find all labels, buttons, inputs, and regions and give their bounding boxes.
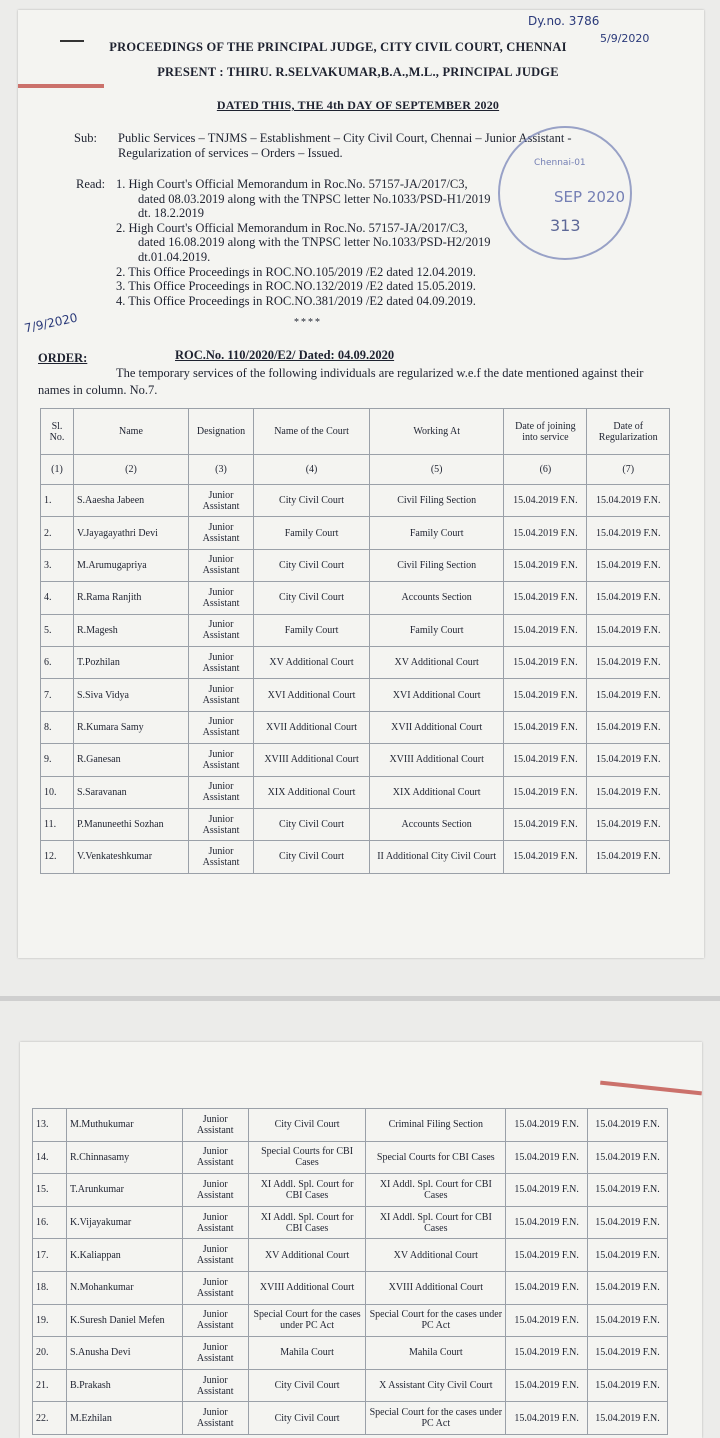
cell-designation: Junior Assistant <box>188 485 253 517</box>
cell-working-at: XVIII Additional Court <box>366 1271 506 1304</box>
cell-regularization-date: 15.04.2019 F.N. <box>587 711 670 743</box>
cell-designation: Junior Assistant <box>182 1271 248 1304</box>
cell-designation: Junior Assistant <box>182 1239 248 1272</box>
table-row <box>41 711 670 743</box>
cell-joining-date: 15.04.2019 F.N. <box>506 1271 588 1304</box>
column-number: (2) <box>73 455 188 485</box>
table-row <box>33 1271 668 1304</box>
cell-regularization-date: 15.04.2019 F.N. <box>588 1304 668 1337</box>
header-present: PRESENT : THIRU. R.SELVAKUMAR,B.A.,M.L., PRINCIPAL JUDGE <box>157 65 559 79</box>
margin-note: 7/9/2020 <box>23 310 79 336</box>
table-body-page-2 <box>33 1109 668 1435</box>
cell-name: M.Muthukumar <box>66 1109 182 1142</box>
cell-joining-date: 15.04.2019 F.N. <box>504 679 587 711</box>
cell-court: XVIII Additional Court <box>248 1271 366 1304</box>
cell-court: XV Additional Court <box>248 1239 366 1272</box>
cell-sl-no: 21. <box>33 1369 67 1402</box>
cell-court: Family Court <box>254 614 370 646</box>
cell-regularization-date: 15.04.2019 F.N. <box>587 808 670 840</box>
order-label: ORDER: <box>38 351 88 365</box>
cell-joining-date: 15.04.2019 F.N. <box>504 841 587 873</box>
cell-designation: Junior Assistant <box>182 1109 248 1142</box>
cell-designation: Junior Assistant <box>182 1304 248 1337</box>
header-dated: DATED THIS, THE 4th DAY OF SEPTEMBER 2020 <box>216 98 500 112</box>
table-row <box>33 1174 668 1207</box>
cell-court: XVIII Additional Court <box>254 744 370 776</box>
column-number-row <box>41 455 670 485</box>
cell-working-at: Civil Filing Section <box>370 485 504 517</box>
cell-sl-no: 13. <box>33 1109 67 1142</box>
cell-name: R.Ganesan <box>73 744 188 776</box>
cell-name: K.Vijayakumar <box>66 1206 182 1239</box>
cell-designation: Junior Assistant <box>182 1337 248 1370</box>
cell-designation: Junior Assistant <box>182 1174 248 1207</box>
cell-designation: Junior Assistant <box>188 808 253 840</box>
cell-sl-no: 1. <box>41 485 74 517</box>
column-header: Name of the Court <box>254 409 370 455</box>
cell-working-at: II Additional City Civil Court <box>370 841 504 873</box>
cell-court: City Civil Court <box>248 1109 366 1142</box>
cell-joining-date: 15.04.2019 F.N. <box>504 646 587 678</box>
cell-name: R.Chinnasamy <box>66 1141 182 1174</box>
table-row <box>33 1304 668 1337</box>
cell-joining-date: 15.04.2019 F.N. <box>504 744 587 776</box>
cell-regularization-date: 15.04.2019 F.N. <box>587 549 670 581</box>
table-row <box>33 1337 668 1370</box>
cell-court: Mahila Court <box>248 1337 366 1370</box>
cell-working-at: Family Court <box>370 614 504 646</box>
cell-joining-date: 15.04.2019 F.N. <box>506 1109 588 1142</box>
handwritten-diary-number: Dy.no. 3786 <box>528 14 600 28</box>
cell-working-at: Criminal Filing Section <box>366 1109 506 1142</box>
cell-name: S.Anusha Devi <box>66 1337 182 1370</box>
cell-working-at: Special Court for the cases under PC Act <box>366 1304 506 1337</box>
cell-court: City Civil Court <box>254 808 370 840</box>
cell-name: V.Venkateshkumar <box>73 841 188 873</box>
cell-sl-no: 9. <box>41 744 74 776</box>
cell-designation: Junior Assistant <box>188 614 253 646</box>
cell-working-at: Accounts Section <box>370 582 504 614</box>
table-row <box>41 549 670 581</box>
table-row <box>41 744 670 776</box>
cell-name: M.Arumugapriya <box>73 549 188 581</box>
table-row <box>33 1206 668 1239</box>
cell-designation: Junior Assistant <box>188 776 253 808</box>
cell-court: Family Court <box>254 517 370 549</box>
cell-court: Special Court for the cases under PC Act <box>248 1304 366 1337</box>
cell-designation: Junior Assistant <box>188 679 253 711</box>
cell-sl-no: 12. <box>41 841 74 873</box>
read-item: 1. High Court's Official Memorandum in Roc.No. 57157-JA/2017/C3, <box>116 177 468 191</box>
column-number: (6) <box>504 455 587 485</box>
subject-label: Sub: <box>74 131 97 145</box>
cell-sl-no: 18. <box>33 1271 67 1304</box>
cell-designation: Junior Assistant <box>188 646 253 678</box>
subject-text: Public Services – TNJMS – Establishment – City Civil Court, Chennai – Junior Assistant - Regularization of services – Orders – Issued. <box>118 131 572 160</box>
regularization-table-page-2 <box>32 1108 668 1435</box>
read-item: 2. This Office Proceedings in ROC.NO.105/2019 /E2 dated 12.04.2019. <box>116 264 476 279</box>
cell-name: T.Pozhilan <box>73 646 188 678</box>
column-header: Name <box>73 409 188 455</box>
cell-sl-no: 20. <box>33 1337 67 1370</box>
table-row <box>33 1402 668 1435</box>
table-row <box>33 1141 668 1174</box>
read-item: 3. This Office Proceedings in ROC.NO.132/2019 /E2 dated 15.05.2019. <box>116 279 476 294</box>
read-item: dt. 18.2.2019 <box>138 206 204 221</box>
cell-court: XVI Additional Court <box>254 679 370 711</box>
column-number: (5) <box>370 455 504 485</box>
cell-sl-no: 7. <box>41 679 74 711</box>
cell-working-at: Special Courts for CBI Cases <box>366 1141 506 1174</box>
cell-designation: Junior Assistant <box>182 1141 248 1174</box>
cell-court: XVII Additional Court <box>254 711 370 743</box>
cell-name: R.Rama Ranjith <box>73 582 188 614</box>
cell-joining-date: 15.04.2019 F.N. <box>506 1402 588 1435</box>
cell-name: S.Aaesha Jabeen <box>73 485 188 517</box>
cell-sl-no: 4. <box>41 582 74 614</box>
cell-court: XV Additional Court <box>254 646 370 678</box>
cell-joining-date: 15.04.2019 F.N. <box>504 711 587 743</box>
cell-joining-date: 15.04.2019 F.N. <box>504 808 587 840</box>
cell-regularization-date: 15.04.2019 F.N. <box>588 1174 668 1207</box>
cell-regularization-date: 15.04.2019 F.N. <box>588 1337 668 1370</box>
cell-court: Special Courts for CBI Cases <box>248 1141 366 1174</box>
cell-designation: Junior Assistant <box>188 841 253 873</box>
cell-regularization-date: 15.04.2019 F.N. <box>588 1109 668 1142</box>
cell-working-at: XVII Additional Court <box>370 711 504 743</box>
cell-sl-no: 6. <box>41 646 74 678</box>
cell-sl-no: 2. <box>41 517 74 549</box>
cell-sl-no: 5. <box>41 614 74 646</box>
column-header: Designation <box>188 409 253 455</box>
cell-designation: Junior Assistant <box>182 1206 248 1239</box>
cell-sl-no: 14. <box>33 1141 67 1174</box>
column-number: (4) <box>254 455 370 485</box>
cell-regularization-date: 15.04.2019 F.N. <box>588 1402 668 1435</box>
cell-regularization-date: 15.04.2019 F.N. <box>587 646 670 678</box>
cell-joining-date: 15.04.2019 F.N. <box>504 549 587 581</box>
cell-working-at: XVIII Additional Court <box>370 744 504 776</box>
cell-joining-date: 15.04.2019 F.N. <box>504 614 587 646</box>
cell-designation: Junior Assistant <box>188 582 253 614</box>
cell-working-at: XVI Additional Court <box>370 679 504 711</box>
stamp-date: SEP 2020 <box>554 188 625 206</box>
cell-joining-date: 15.04.2019 F.N. <box>506 1206 588 1239</box>
cell-working-at: XV Additional Court <box>370 646 504 678</box>
column-header: Date of Regularization <box>587 409 670 455</box>
document-page-1 <box>18 10 704 958</box>
table-row <box>41 646 670 678</box>
handwritten-date: 5/9/2020 <box>600 32 650 45</box>
page-divider <box>0 996 720 1001</box>
table-body-page-1 <box>41 485 670 874</box>
cell-sl-no: 3. <box>41 549 74 581</box>
table-row <box>41 614 670 646</box>
cell-designation: Junior Assistant <box>188 711 253 743</box>
cell-name: R.Magesh <box>73 614 188 646</box>
cell-regularization-date: 15.04.2019 F.N. <box>588 1206 668 1239</box>
cell-name: T.Arunkumar <box>66 1174 182 1207</box>
table-header-row <box>41 409 670 455</box>
cell-court: XIX Additional Court <box>254 776 370 808</box>
cell-name: P.Manuneethi Sozhan <box>73 808 188 840</box>
red-thread <box>18 84 104 88</box>
table-row <box>41 582 670 614</box>
cell-designation: Junior Assistant <box>188 549 253 581</box>
cell-court: City Civil Court <box>248 1402 366 1435</box>
cell-joining-date: 15.04.2019 F.N. <box>504 776 587 808</box>
column-header: Working At <box>370 409 504 455</box>
cell-designation: Junior Assistant <box>182 1369 248 1402</box>
cell-court: City Civil Court <box>248 1369 366 1402</box>
cell-working-at: Civil Filing Section <box>370 549 504 581</box>
cell-working-at: XI Addl. Spl. Court for CBI Cases <box>366 1174 506 1207</box>
cell-working-at: Accounts Section <box>370 808 504 840</box>
cell-sl-no: 22. <box>33 1402 67 1435</box>
cell-court: City Civil Court <box>254 485 370 517</box>
cell-name: S.Saravanan <box>73 776 188 808</box>
red-thread <box>600 1081 702 1096</box>
cell-court: XI Addl. Spl. Court for CBI Cases <box>248 1174 366 1207</box>
stamp-number: 313 <box>550 216 581 235</box>
cell-working-at: XV Additional Court <box>366 1239 506 1272</box>
cell-joining-date: 15.04.2019 F.N. <box>506 1369 588 1402</box>
cell-regularization-date: 15.04.2019 F.N. <box>587 744 670 776</box>
cell-working-at: XI Addl. Spl. Court for CBI Cases <box>366 1206 506 1239</box>
read-item: dated 08.03.2019 along with the TNPSC letter No.1033/PSD-H1/2019 <box>138 191 491 206</box>
cell-regularization-date: 15.04.2019 F.N. <box>587 582 670 614</box>
cell-name: K.Kaliappan <box>66 1239 182 1272</box>
cell-working-at: Special Court for the cases under PC Act <box>366 1402 506 1435</box>
cell-name: S.Siva Vidya <box>73 679 188 711</box>
table-row <box>33 1109 668 1142</box>
cell-court: City Civil Court <box>254 582 370 614</box>
cell-sl-no: 11. <box>41 808 74 840</box>
order-intro-text: The temporary services of the following individuals are regularized w.e.f the date mentioned against their names in column. No.7. <box>38 366 644 397</box>
table-row <box>41 776 670 808</box>
cell-regularization-date: 15.04.2019 F.N. <box>587 485 670 517</box>
cell-sl-no: 16. <box>33 1206 67 1239</box>
cell-regularization-date: 15.04.2019 F.N. <box>587 841 670 873</box>
cell-name: B.Prakash <box>66 1369 182 1402</box>
cell-court: XI Addl. Spl. Court for CBI Cases <box>248 1206 366 1239</box>
cell-sl-no: 17. <box>33 1239 67 1272</box>
column-number: (7) <box>587 455 670 485</box>
table-row <box>41 808 670 840</box>
stamp-city: Chennai-01 <box>534 158 586 168</box>
read-item: 2. High Court's Official Memorandum in Roc.No. 57157-JA/2017/C3, <box>116 220 468 235</box>
read-item: dated 16.08.2019 along with the TNPSC letter No.1033/PSD-H2/2019 <box>138 235 491 250</box>
cell-name: M.Ezhilan <box>66 1402 182 1435</box>
cell-regularization-date: 15.04.2019 F.N. <box>587 776 670 808</box>
cell-sl-no: 8. <box>41 711 74 743</box>
cell-designation: Junior Assistant <box>188 517 253 549</box>
regularization-table-page-1 <box>40 408 670 874</box>
cell-regularization-date: 15.04.2019 F.N. <box>587 679 670 711</box>
cell-court: City Civil Court <box>254 841 370 873</box>
table-row <box>41 679 670 711</box>
cell-regularization-date: 15.04.2019 F.N. <box>588 1141 668 1174</box>
roc-number-line: ROC.No. 110/2020/E2/ Dated: 04.09.2020 <box>175 348 395 362</box>
column-number: (3) <box>188 455 253 485</box>
cell-joining-date: 15.04.2019 F.N. <box>506 1174 588 1207</box>
cell-designation: Junior Assistant <box>188 744 253 776</box>
cell-joining-date: 15.04.2019 F.N. <box>506 1141 588 1174</box>
cell-name: K.Suresh Daniel Mefen <box>66 1304 182 1337</box>
cell-joining-date: 15.04.2019 F.N. <box>504 517 587 549</box>
cell-name: N.Mohankumar <box>66 1271 182 1304</box>
read-item: dt.01.04.2019. <box>138 249 211 264</box>
cell-name: R.Kumara Samy <box>73 711 188 743</box>
cell-court: City Civil Court <box>254 549 370 581</box>
cell-joining-date: 15.04.2019 F.N. <box>506 1304 588 1337</box>
cell-working-at: Mahila Court <box>366 1337 506 1370</box>
column-header: Sl. No. <box>41 409 74 455</box>
cell-regularization-date: 15.04.2019 F.N. <box>588 1239 668 1272</box>
read-label: Read: <box>76 177 106 191</box>
table-row <box>33 1239 668 1272</box>
cell-working-at: X Assistant City Civil Court <box>366 1369 506 1402</box>
column-number: (1) <box>41 455 74 485</box>
cell-working-at: Family Court <box>370 517 504 549</box>
cell-joining-date: 15.04.2019 F.N. <box>504 485 587 517</box>
cell-regularization-date: 15.04.2019 F.N. <box>587 517 670 549</box>
read-item: 4. This Office Proceedings in ROC.NO.381/2019 /E2 dated 04.09.2019. <box>116 293 476 308</box>
cell-joining-date: 15.04.2019 F.N. <box>506 1239 588 1272</box>
header-title: PROCEEDINGS OF THE PRINCIPAL JUDGE, CITY CIVIL COURT, CHENNAI <box>109 40 567 54</box>
cell-sl-no: 15. <box>33 1174 67 1207</box>
cell-name: V.Jayagayathri Devi <box>73 517 188 549</box>
document-page-2 <box>20 1042 702 1438</box>
cell-sl-no: 10. <box>41 776 74 808</box>
table-row <box>41 485 670 517</box>
table-row <box>41 517 670 549</box>
column-header: Date of joining into service <box>504 409 587 455</box>
cell-joining-date: 15.04.2019 F.N. <box>506 1337 588 1370</box>
cell-designation: Junior Assistant <box>182 1402 248 1435</box>
cell-sl-no: 19. <box>33 1304 67 1337</box>
cell-regularization-date: 15.04.2019 F.N. <box>587 614 670 646</box>
table-row <box>41 841 670 873</box>
office-seal-stamp <box>498 126 632 260</box>
cell-working-at: XIX Additional Court <box>370 776 504 808</box>
cell-regularization-date: 15.04.2019 F.N. <box>588 1369 668 1402</box>
separator-stars: **** <box>294 317 322 328</box>
cell-joining-date: 15.04.2019 F.N. <box>504 582 587 614</box>
cell-regularization-date: 15.04.2019 F.N. <box>588 1271 668 1304</box>
table-row <box>33 1369 668 1402</box>
